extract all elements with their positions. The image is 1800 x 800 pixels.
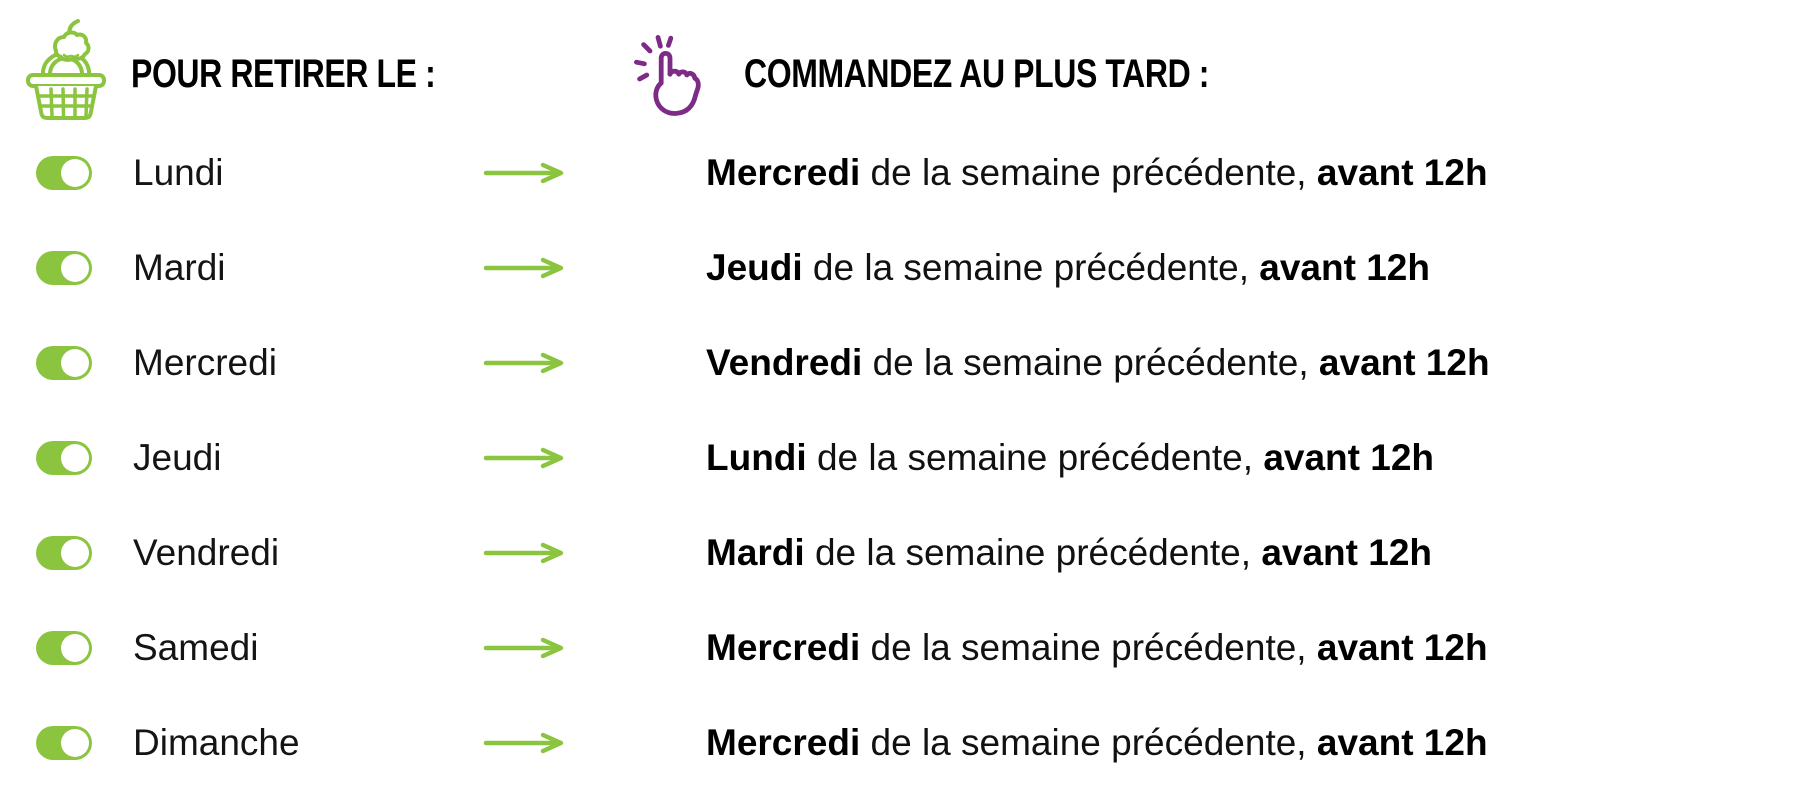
right-arrow-icon <box>483 542 579 564</box>
toggle-knob <box>61 444 89 472</box>
pickup-day-toggle[interactable] <box>36 156 92 190</box>
toggle-knob <box>61 159 89 187</box>
order-deadline-time: avant 12h <box>1316 722 1488 763</box>
pickup-day-toggle[interactable] <box>36 726 92 760</box>
right-arrow-icon <box>483 162 579 184</box>
right-arrow-icon <box>483 257 579 279</box>
pickup-day-toggle[interactable] <box>36 536 92 570</box>
pickup-day-label: Jeudi <box>133 437 222 478</box>
order-deadline-time: avant 12h <box>1318 342 1490 383</box>
schedule-row <box>0 718 1800 768</box>
schedule-row <box>0 623 1800 673</box>
order-deadline-text <box>706 532 1432 574</box>
order-deadline-day: Vendredi <box>706 342 863 383</box>
order-deadline-middle: de la semaine précédente, <box>870 627 1307 668</box>
pickup-day-label: Samedi <box>133 627 259 668</box>
order-deadline-day: Mercredi <box>706 722 861 763</box>
order-deadline-text <box>706 437 1434 479</box>
order-deadline-text <box>706 722 1488 764</box>
pickup-day-label: Vendredi <box>133 532 280 573</box>
order-deadline-middle: de la semaine précédente, <box>870 722 1307 763</box>
pickup-day-toggle[interactable] <box>36 251 92 285</box>
pickup-day-label: Dimanche <box>133 722 300 763</box>
order-deadline-middle: de la semaine précédente, <box>814 532 1252 573</box>
schedule-row <box>0 528 1800 578</box>
toggle-knob <box>61 254 89 282</box>
toggle-knob <box>61 349 89 377</box>
order-column-header: COMMANDEZ AU PLUS TARD : <box>744 52 1210 96</box>
pickup-day-label: Lundi <box>133 152 224 193</box>
order-deadline-middle: de la semaine précédente, <box>872 342 1309 383</box>
right-arrow-icon <box>483 732 579 754</box>
order-deadline-time: avant 12h <box>1316 627 1488 668</box>
schedule-row <box>0 338 1800 388</box>
toggle-knob <box>61 539 89 567</box>
order-deadline-text <box>706 627 1488 669</box>
order-deadline-text <box>706 342 1490 384</box>
order-deadline-middle: de la semaine précédente, <box>816 437 1254 478</box>
order-deadline-day: Mercredi <box>706 627 861 668</box>
order-deadline-time: avant 12h <box>1263 437 1435 478</box>
order-deadline-day: Jeudi <box>706 247 803 288</box>
toggle-knob <box>61 729 89 757</box>
shopping-basket-icon <box>26 18 106 120</box>
schedule-row <box>0 433 1800 483</box>
order-deadline-time: avant 12h <box>1316 152 1488 193</box>
order-deadline-text <box>706 247 1430 289</box>
pickup-day-label: Mercredi <box>133 342 277 383</box>
pickup-day-label: Mardi <box>133 247 226 288</box>
schedule-row <box>0 148 1800 198</box>
right-arrow-icon <box>483 352 579 374</box>
schedule-row <box>0 243 1800 293</box>
click-hand-icon <box>634 34 710 120</box>
order-deadline-day: Lundi <box>706 437 807 478</box>
right-arrow-icon <box>483 447 579 469</box>
order-deadline-time: avant 12h <box>1261 532 1433 573</box>
pickup-day-toggle[interactable] <box>36 346 92 380</box>
order-deadline-middle: de la semaine précédente, <box>870 152 1307 193</box>
pickup-day-toggle[interactable] <box>36 631 92 665</box>
right-arrow-icon <box>483 637 579 659</box>
order-deadline-day: Mardi <box>706 532 805 573</box>
order-deadline-middle: de la semaine précédente, <box>812 247 1249 288</box>
toggle-knob <box>61 634 89 662</box>
order-deadline-time: avant 12h <box>1259 247 1430 288</box>
order-deadline-day: Mercredi <box>706 152 861 193</box>
pickup-column-header: POUR RETIRER LE : <box>131 52 436 96</box>
pickup-day-toggle[interactable] <box>36 441 92 475</box>
order-deadline-text <box>706 152 1488 194</box>
